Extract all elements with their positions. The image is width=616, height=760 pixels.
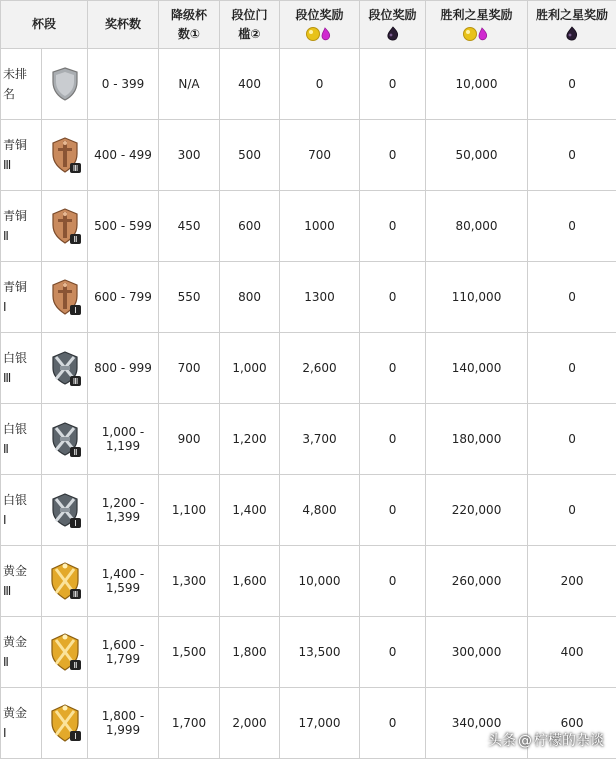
demotion-cell: 900 [159,404,220,475]
demotion-cell: 300 [159,120,220,191]
dark-elixir-icon [384,26,402,42]
league-reward-cell: 1300 [280,262,360,333]
bronze-1-badge-icon [42,277,87,317]
header-row [1,1,616,49]
threshold-cell: 1,000 [220,333,280,404]
tier-badge-cell [42,688,88,759]
tier-name: 黄金 Ⅰ [1,688,42,759]
league-reward-dark-cell: 0 [360,475,426,546]
league-reward-dark-cell: 0 [360,404,426,475]
demotion-cell: 550 [159,262,220,333]
star-bonus-dark-cell: 0 [528,475,616,546]
tier-name: 白银 Ⅲ [1,333,42,404]
threshold-cell: 800 [220,262,280,333]
svg-text:Ⅱ: Ⅱ [73,448,77,457]
star-bonus-cell: 80,000 [426,191,528,262]
threshold-cell: 1,600 [220,546,280,617]
header-star-bonus: 胜利之星奖励 [426,1,528,49]
svg-text:Ⅱ: Ⅱ [73,235,77,244]
trophies-cell: 1,600 - 1,799 [88,617,159,688]
tier-badge-cell [42,333,88,404]
svg-text:Ⅲ: Ⅲ [72,164,78,173]
tier-name: 黄金 Ⅱ [1,617,42,688]
tier-name: 白银 Ⅰ [1,475,42,546]
threshold-cell: 1,800 [220,617,280,688]
star-bonus-cell: 220,000 [426,475,528,546]
star-bonus-cell: 300,000 [426,617,528,688]
threshold-cell: 400 [220,49,280,120]
table-row [1,333,616,404]
header-tier: 杯段 [1,1,88,49]
threshold-cell: 2,000 [220,688,280,759]
star-bonus-cell: 340,000 [426,688,528,759]
tier-name: 青铜 Ⅱ [1,191,42,262]
star-bonus-cell: 260,000 [426,546,528,617]
header-threshold-text: 段位门 槛② [231,7,268,41]
watermark: 头条 @ 柠檬的杂谈 [488,733,604,749]
league-reward-cell: 13,500 [280,617,360,688]
tier-name: 青铜 Ⅰ [1,262,42,333]
table-row [1,617,616,688]
tier-badge-cell [42,546,88,617]
svg-text:Ⅲ: Ⅲ [72,590,78,599]
demotion-cell: 1,300 [159,546,220,617]
star-bonus-dark-cell: 0 [528,49,616,120]
tier-badge-cell [42,262,88,333]
league-reward-dark-cell: 0 [360,120,426,191]
star-bonus-dark-cell: 200 [528,546,616,617]
tier-badge-cell [42,49,88,120]
header-star-bonus-dark: 胜利之星奖励 [528,1,616,49]
league-reward-dark-cell: 0 [360,191,426,262]
header-threshold [220,1,280,49]
league-reward-cell: 17,000 [280,688,360,759]
tier-badge-cell [42,120,88,191]
tier-badge-cell [42,191,88,262]
league-reward-dark-cell: 0 [360,333,426,404]
table-row [1,120,616,191]
league-reward-cell: 10,000 [280,546,360,617]
trophies-cell: 0 - 399 [88,49,159,120]
league-reward-cell: 2,600 [280,333,360,404]
silver-3-badge-icon [42,348,87,388]
star-bonus-dark-cell: 0 [528,262,616,333]
gold-1-badge-icon [42,703,87,743]
bronze-2-badge-icon [42,206,87,246]
star-bonus-dark-cell: 0 [528,404,616,475]
gold-and-elixir-icon [303,26,337,42]
star-bonus-cell: 180,000 [426,404,528,475]
trophies-cell: 600 - 799 [88,262,159,333]
trophies-cell: 500 - 599 [88,191,159,262]
header-trophies: 奖杯数 [88,1,159,49]
demotion-cell: 1,100 [159,475,220,546]
league-reward-dark-cell: 0 [360,546,426,617]
tier-badge-cell [42,475,88,546]
threshold-cell: 1,400 [220,475,280,546]
table-body [1,49,616,759]
league-reward-dark-cell: 0 [360,262,426,333]
svg-text:Ⅰ: Ⅰ [73,732,77,741]
demotion-cell: 1,700 [159,688,220,759]
star-bonus-cell: 110,000 [426,262,528,333]
star-bonus-cell: 140,000 [426,333,528,404]
star-bonus-dark-cell: 600 [528,688,616,759]
league-reward-cell: 0 [280,49,360,120]
league-reward-dark-cell: 0 [360,49,426,120]
demotion-cell: 450 [159,191,220,262]
gold-and-elixir-icon [460,26,494,42]
tier-name: 白银 Ⅱ [1,404,42,475]
league-reward-dark-cell: 0 [360,688,426,759]
league-reward-dark-cell: 0 [360,617,426,688]
league-reward-cell: 4,800 [280,475,360,546]
league-reward-cell: 3,700 [280,404,360,475]
svg-text:Ⅲ: Ⅲ [72,377,78,386]
trophies-cell: 1,200 - 1,399 [88,475,159,546]
svg-text:Ⅰ: Ⅰ [73,306,77,315]
trophies-cell: 800 - 999 [88,333,159,404]
threshold-cell: 1,200 [220,404,280,475]
svg-text:Ⅰ: Ⅰ [73,519,77,528]
table-row [1,546,616,617]
trophies-cell: 1,400 - 1,599 [88,546,159,617]
tier-name: 未排 名 [1,49,42,120]
header-demotion [159,1,220,49]
trophies-cell: 1,000 - 1,199 [88,404,159,475]
header-demotion-text: 降级杯 数① [171,7,208,41]
gold-2-badge-icon [42,632,87,672]
table-row [1,475,616,546]
svg-text:Ⅱ: Ⅱ [73,661,77,670]
demotion-cell: N/A [159,49,220,120]
demotion-cell: 700 [159,333,220,404]
tier-badge-cell [42,617,88,688]
tier-badge-cell [42,404,88,475]
star-bonus-cell: 10,000 [426,49,528,120]
bronze-3-badge-icon [42,135,87,175]
table-row [1,191,616,262]
header-league-reward-dark: 段位奖励 [360,1,426,49]
threshold-cell: 500 [220,120,280,191]
unranked-shield-icon [42,64,87,104]
tier-name: 黄金 Ⅲ [1,546,42,617]
trophies-cell: 1,800 - 1,999 [88,688,159,759]
threshold-cell: 600 [220,191,280,262]
gold-3-badge-icon [42,561,87,601]
league-reward-cell: 700 [280,120,360,191]
header-league-reward: 段位奖励 [280,1,360,49]
tier-name: 青铜 Ⅲ [1,120,42,191]
table-row [1,404,616,475]
dark-elixir-icon [563,26,581,42]
trophies-cell: 400 - 499 [88,120,159,191]
star-bonus-dark-cell: 0 [528,120,616,191]
silver-1-badge-icon [42,490,87,530]
star-bonus-dark-cell: 0 [528,191,616,262]
star-bonus-cell: 50,000 [426,120,528,191]
demotion-cell: 1,500 [159,617,220,688]
star-bonus-dark-cell: 400 [528,617,616,688]
star-bonus-dark-cell: 0 [528,333,616,404]
table-row [1,262,616,333]
league-reward-cell: 1000 [280,191,360,262]
table-row [1,49,616,120]
silver-2-badge-icon [42,419,87,459]
